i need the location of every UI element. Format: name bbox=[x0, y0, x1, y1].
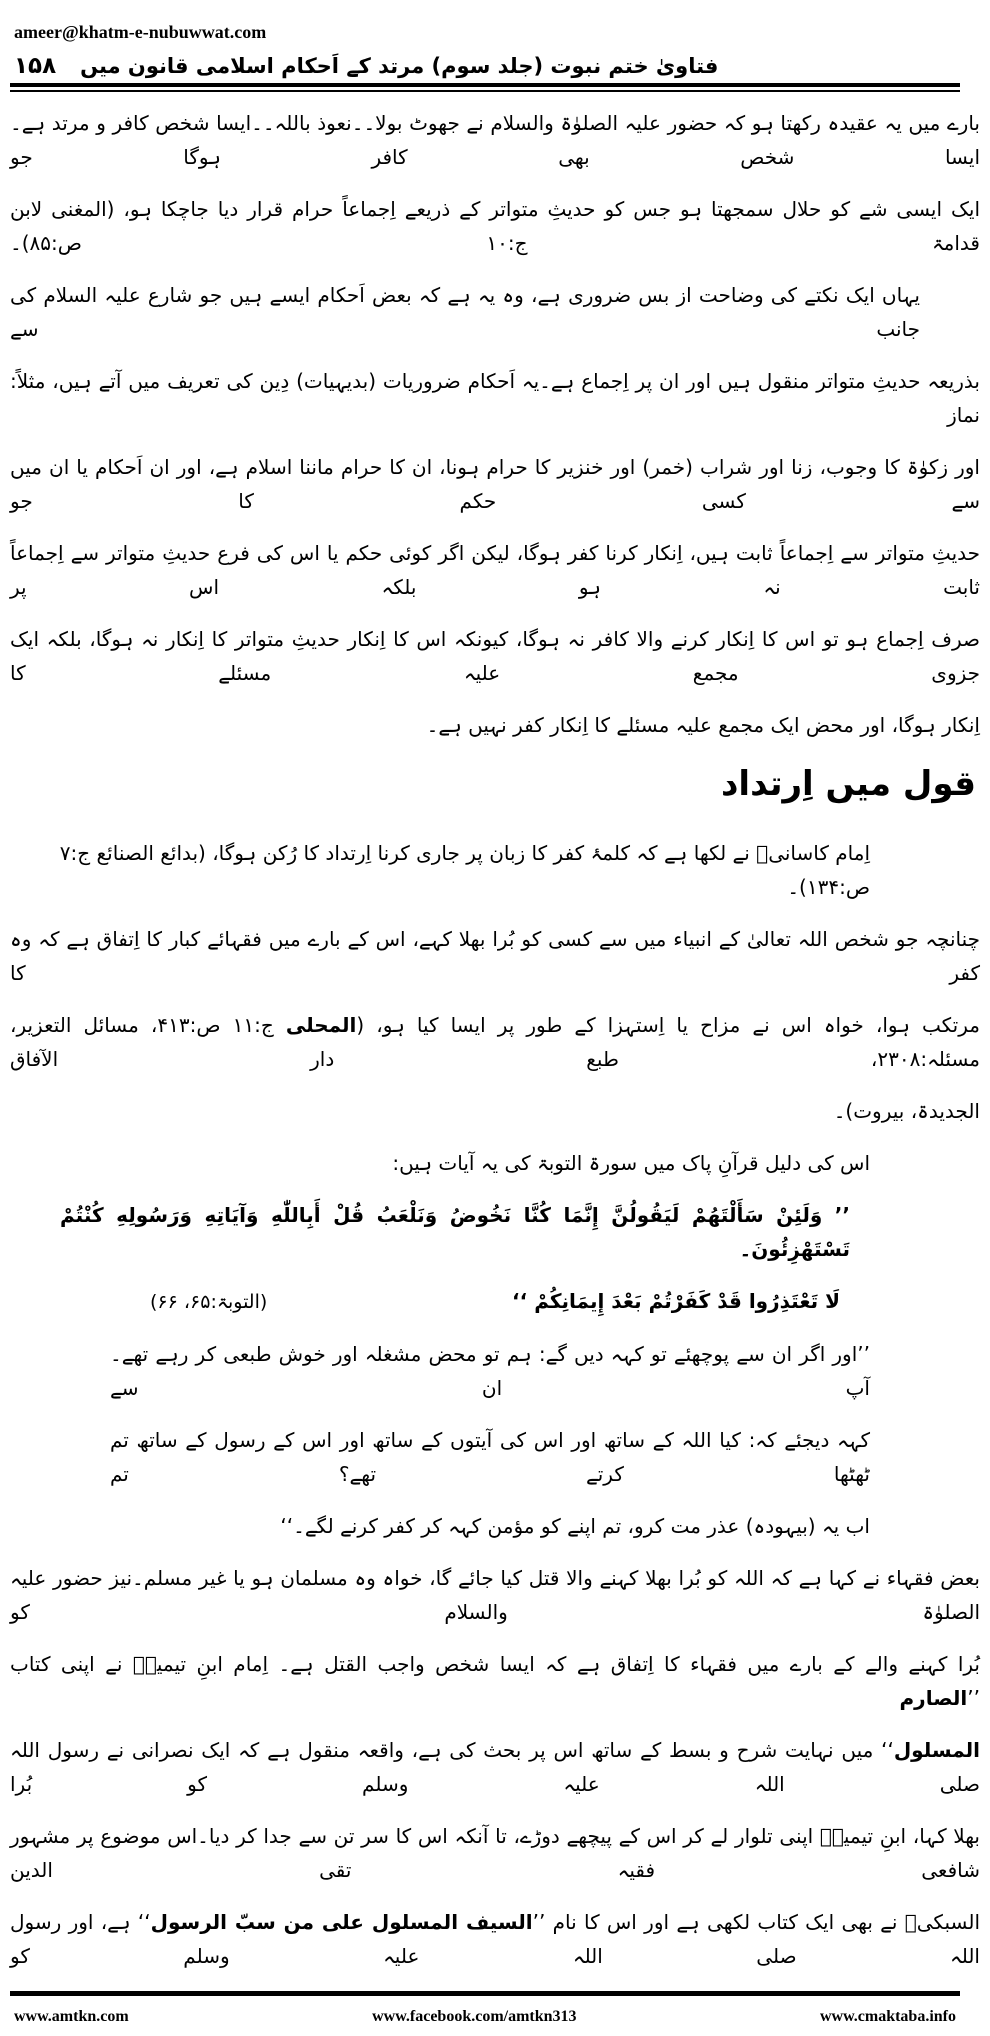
bold-text: ’’ وَلَئِنْ سَأَلْتَهُمْ لَيَقُولُنَّ إِنَّمَا كُنَّا نَخُوضُ وَنَلْعَبُ قُلْ أَبِاللّٰهِ وَآيَاتِهِ وَرَسُولِهِ كُنْتُمْ تَسْتَهْزِئُونَ۔ bbox=[60, 1203, 850, 1261]
text-segment: ‘‘ ہے، اور رسول اللہ صلی اللہ علیہ وسلم کو bbox=[10, 1910, 980, 1968]
text-segment: اِمام کاسانیؒ نے لکھا ہے کہ کلمۂ کفر کا زبان پر جاری کرنا اِرتداد کا رُکن ہوگا، (بدائع الصنائع ج:۷ ص:۱۳۴)۔ bbox=[59, 841, 870, 899]
footer-link-left[interactable]: www.amtkn.com bbox=[14, 2008, 129, 2025]
text-segment: یہاں ایک نکتے کی وضاحت از بس ضروری ہے، وہ یہ ہے کہ بعض اَحکام ایسے ہیں جو شارع علیہ السلام کی جانب سے bbox=[10, 283, 920, 341]
bold-text: المحلی bbox=[285, 1013, 357, 1037]
footer-link-center[interactable]: www.facebook.com/amtkn313 bbox=[372, 2008, 577, 2025]
text-segment: اور زکوٰۃ کا وجوب، زنا اور شراب (خمر) اور خنزیر کا حرام ہونا، ان کا حرام ماننا اسلام ہے، اور ان اَحکام یا ان میں سے کسی حکم کا جو bbox=[10, 455, 980, 513]
quran-verse-row bbox=[150, 1284, 840, 1319]
text-line bbox=[512, 1284, 840, 1318]
text-segment: بارے میں یہ عقیدہ رکھتا ہو کہ حضور علیہ الصلوٰۃ والسلام نے جھوٹ بولا۔۔نعوذ باللہ۔۔ایسا شخص کافر و مرتد ہے۔ایسا شخص بھی کافر ہوگا جو bbox=[10, 111, 980, 169]
text-segment: ج:۱۱ ص:۴۱۳، مسائل التعزیر، مسئلہ:۲۳۰۸، طبع دار الآفاق bbox=[10, 1013, 980, 1071]
text-line bbox=[10, 1509, 870, 1543]
bold-text: لَا تَعْتَذِرُوا قَدْ كَفَرْتُمْ بَعْدَ إِيمَانِكُمْ ‘‘ bbox=[512, 1289, 840, 1313]
page-body bbox=[10, 106, 980, 1973]
text-segment: السبکیؒ نے بھی ایک کتاب لکھی ہے اور اس کا نام ’’ bbox=[532, 1910, 981, 1934]
section-heading: قول میں اِرتداد bbox=[720, 764, 976, 804]
text-segment: اب یہ (بیہودہ) عذر مت کرو، تم اپنے کو مؤمن کہہ کر کفر کرنے لگے۔‘‘ bbox=[280, 1514, 870, 1538]
bold-text: الصارم bbox=[899, 1686, 968, 1710]
text-segment: اِنکار ہوگا، اور محض ایک مجمع علیہ مسئلے کا اِنکار کفر نہیں ہے۔ bbox=[426, 713, 980, 737]
text-line bbox=[10, 1733, 980, 1801]
text-line bbox=[10, 1146, 870, 1180]
text-line bbox=[110, 1423, 870, 1491]
running-header bbox=[10, 0, 960, 79]
page-number: ۱۵۸ bbox=[14, 53, 57, 79]
running-header-title bbox=[14, 53, 718, 79]
footer bbox=[10, 1996, 960, 2036]
text-line bbox=[10, 708, 980, 742]
text-line bbox=[10, 922, 980, 990]
text-segment: ‘‘ میں نہایت شرح و بسط کے ساتھ اس پر بحث کی ہے، واقعہ منقول ہے کہ ایک نصرانی نے رسول اللہ صلی اللہ علیہ وسلم کو بُرا bbox=[10, 1738, 980, 1796]
text-segment: بھلا کہا، ابنِ تیمیہؒ اپنی تلوار لے کر اس کے پیچھے دوڑے، تا آنکہ اس کا سر تن سے جدا کر دیا۔اس موضوع پر مشہور شافعی فقیہ تقی الدین bbox=[10, 1824, 980, 1882]
text-segment: صرف اِجماع ہو تو اس کا اِنکار کرنے والا کافر نہ ہوگا، کیونکہ اس کا اِنکار حدیثِ متواتر کا اِنکار نہ ہوگا، بلکہ ایک جزوی مجمع علیہ مسئلے کا bbox=[10, 627, 980, 685]
text-segment: حدیثِ متواتر سے اِجماعاً ثابت ہیں، اِنکار کرنا کفر ہوگا، لیکن اگر کوئی حکم یا اس کی فرع حدیثِ متواتر سے اِجماعاً ثابت نہ ہو بلکہ اس پر bbox=[10, 541, 980, 599]
text-line bbox=[10, 106, 980, 174]
text-line bbox=[10, 536, 980, 604]
text-line bbox=[10, 622, 980, 690]
text-segment: ’’اور اگر ان سے پوچھئے تو کہہ دیں گے: ہم تو محض مشغلہ اور خوش طبعی کر رہے تھے۔آپ ان سے bbox=[110, 1342, 870, 1400]
text-segment: اس کی دلیل قرآنِ پاک میں سورۃ التوبۃ کی یہ آیات ہیں: bbox=[392, 1151, 870, 1175]
bold-text: السیف المسلول علی من سبّ الرسول bbox=[150, 1910, 533, 1934]
bold-text: المسلول bbox=[893, 1738, 980, 1762]
text-line bbox=[10, 836, 870, 904]
text-line bbox=[10, 1561, 980, 1629]
text-line bbox=[110, 1337, 870, 1405]
text-segment: چنانچہ جو شخص اللہ تعالیٰ کے انبیاء میں سے کسی کو بُرا بھلا کہے، اس کے بارے میں فقہائے کبار کا اِتفاق ہے کہ وہ کفر کا bbox=[10, 927, 980, 985]
text-segment: بعض فقہاء نے کہا ہے کہ اللہ کو بُرا بھلا کہنے والا قتل کیا جائے گا، خواہ وہ مسلمان ہو یا غیر مسلم۔نیز حضور علیہ الصلوٰۃ والسلام کو bbox=[10, 1566, 980, 1624]
text-line bbox=[60, 1198, 850, 1266]
text-line bbox=[10, 1094, 980, 1128]
text-segment: بذریعہ حدیثِ متواتر منقول ہیں اور ان پر اِجماع ہے۔یہ اَحکام ضروریات (بدیہیات) دِین کی تعریف میں آتے ہیں، مثلاً: نماز bbox=[10, 369, 980, 427]
text-line bbox=[10, 1008, 980, 1076]
header-divider bbox=[10, 83, 960, 87]
text-segment: مرتکب ہوا، خواہ اس نے مزاح یا اِستہزا کے طور پر ایسا کیا ہو، ( bbox=[356, 1013, 980, 1037]
text-line bbox=[10, 450, 980, 518]
text-line bbox=[10, 278, 920, 346]
text-segment: ایک ایسی شے کو حلال سمجھتا ہو جس کو حدیثِ متواتر کے ذریعے اِجماعاً حرام قرار دیا جاچکا ہو، (المغنی لابن قدامۃ ج:۱۰ ص:۸۵)۔ bbox=[10, 197, 980, 255]
quran-citation: (التوبۃ:۶۵، ۶۶) bbox=[150, 1291, 268, 1313]
text-line bbox=[10, 1647, 980, 1715]
text-line bbox=[10, 1905, 980, 1973]
book-title: فتاویٰ ختم نبوت (جلد سوم) مرتد کے اَحکام اسلامی قانون میں bbox=[80, 54, 719, 78]
text-segment: الجدیدۃ، بیروت)۔ bbox=[833, 1099, 980, 1123]
text-segment: بُرا کہنے والے کے بارے میں فقہاء کا اِتفاق ہے کہ ایسا شخص واجب القتل ہے۔ اِمام ابنِ تیمیہؒ نے اپنی کتاب ’’ bbox=[10, 1652, 980, 1710]
text-line bbox=[10, 192, 980, 260]
header-divider-thin bbox=[10, 90, 960, 92]
text-line bbox=[10, 364, 980, 432]
footer-link-right[interactable]: www.cmaktaba.info bbox=[819, 2008, 956, 2025]
text-line bbox=[10, 1819, 980, 1887]
text-segment: کہہ دیجئے کہ: کیا اللہ کے ساتھ اور اس کی آیتوں کے ساتھ اور اس کے رسول کے ساتھ تم ٹھٹھا کرتے تھے؟ تم bbox=[110, 1428, 871, 1486]
header-email: ameer@khatm-e-nubuwwat.com bbox=[14, 22, 267, 42]
